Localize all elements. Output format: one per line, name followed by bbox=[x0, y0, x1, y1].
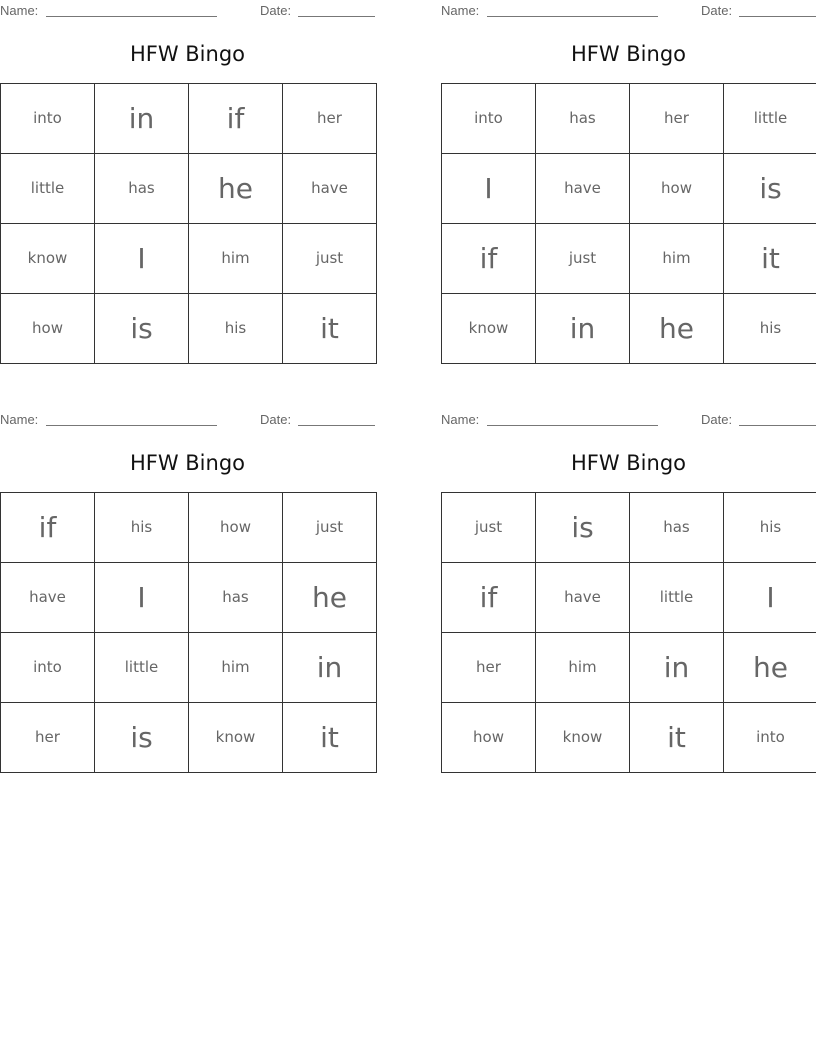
bingo-cell: into bbox=[724, 703, 816, 773]
bingo-cell: has bbox=[189, 563, 283, 633]
bingo-grid bbox=[441, 492, 816, 773]
bingo-cell: he bbox=[724, 633, 816, 703]
bingo-cell: little bbox=[630, 563, 724, 633]
bingo-cell: just bbox=[283, 493, 377, 563]
bingo-cell: have bbox=[283, 154, 377, 224]
card-title: HFW Bingo bbox=[570, 451, 687, 475]
bingo-cell: his bbox=[189, 294, 283, 364]
bingo-cell: in bbox=[283, 633, 377, 703]
bingo-cell: how bbox=[189, 493, 283, 563]
bingo-cell: I bbox=[95, 224, 189, 294]
bingo-cell: little bbox=[724, 84, 816, 154]
bingo-grid bbox=[0, 83, 377, 364]
bingo-cell: in bbox=[630, 633, 724, 703]
name-field[interactable] bbox=[46, 412, 217, 426]
bingo-cell: if bbox=[189, 84, 283, 154]
bingo-cell: just bbox=[536, 224, 630, 294]
bingo-grid bbox=[441, 83, 816, 364]
header-fields bbox=[441, 412, 816, 428]
bingo-cell: have bbox=[1, 563, 95, 633]
bingo-cell: it bbox=[724, 224, 816, 294]
bingo-card-4 bbox=[441, 409, 816, 779]
name-field[interactable] bbox=[487, 412, 658, 426]
bingo-cell: his bbox=[724, 493, 816, 563]
bingo-cell: little bbox=[1, 154, 95, 224]
header-fields bbox=[0, 412, 375, 428]
bingo-cell: know bbox=[536, 703, 630, 773]
date-label: Date: bbox=[701, 3, 733, 18]
name-label: Name: bbox=[0, 3, 39, 18]
bingo-cell: him bbox=[630, 224, 724, 294]
bingo-cell: his bbox=[724, 294, 816, 364]
bingo-cell: has bbox=[630, 493, 724, 563]
bingo-cell: her bbox=[630, 84, 724, 154]
bingo-cell: little bbox=[95, 633, 189, 703]
bingo-cell: is bbox=[536, 493, 630, 563]
bingo-cell: how bbox=[630, 154, 724, 224]
bingo-cell: him bbox=[536, 633, 630, 703]
name-field[interactable] bbox=[46, 3, 217, 17]
date-field[interactable] bbox=[298, 412, 375, 426]
date-field[interactable] bbox=[739, 412, 816, 426]
bingo-cell: is bbox=[95, 294, 189, 364]
date-field[interactable] bbox=[298, 3, 375, 17]
name-label: Name: bbox=[441, 3, 480, 18]
bingo-cell: her bbox=[442, 633, 536, 703]
bingo-cell: he bbox=[189, 154, 283, 224]
bingo-cell: him bbox=[189, 224, 283, 294]
name-label: Name: bbox=[0, 412, 39, 427]
header-fields bbox=[0, 3, 375, 19]
bingo-cell: have bbox=[536, 563, 630, 633]
name-field[interactable] bbox=[487, 3, 658, 17]
bingo-card-3 bbox=[0, 409, 375, 779]
date-label: Date: bbox=[701, 412, 733, 427]
bingo-cell: if bbox=[442, 224, 536, 294]
bingo-cell: he bbox=[630, 294, 724, 364]
bingo-cell: know bbox=[189, 703, 283, 773]
bingo-cell: in bbox=[536, 294, 630, 364]
bingo-cell: if bbox=[442, 563, 536, 633]
bingo-cell: his bbox=[95, 493, 189, 563]
bingo-cell: how bbox=[1, 294, 95, 364]
card-title: HFW Bingo bbox=[129, 451, 246, 475]
bingo-cell: how bbox=[442, 703, 536, 773]
date-field[interactable] bbox=[739, 3, 816, 17]
bingo-cell: it bbox=[630, 703, 724, 773]
bingo-cell: have bbox=[536, 154, 630, 224]
bingo-cell: I bbox=[724, 563, 816, 633]
bingo-cell: her bbox=[283, 84, 377, 154]
bingo-cell: I bbox=[95, 563, 189, 633]
bingo-grid bbox=[0, 492, 377, 773]
bingo-cell: if bbox=[1, 493, 95, 563]
card-title: HFW Bingo bbox=[570, 42, 687, 66]
date-label: Date: bbox=[260, 3, 292, 18]
header-fields bbox=[441, 3, 816, 19]
bingo-cell: in bbox=[95, 84, 189, 154]
bingo-cell: has bbox=[536, 84, 630, 154]
bingo-cell: him bbox=[189, 633, 283, 703]
bingo-cell: know bbox=[1, 224, 95, 294]
bingo-cell: is bbox=[95, 703, 189, 773]
bingo-cell: her bbox=[1, 703, 95, 773]
bingo-cell: into bbox=[442, 84, 536, 154]
bingo-cell: into bbox=[1, 633, 95, 703]
bingo-cell: he bbox=[283, 563, 377, 633]
bingo-card-1 bbox=[0, 0, 375, 370]
bingo-cell: know bbox=[442, 294, 536, 364]
bingo-cell: is bbox=[724, 154, 816, 224]
bingo-cell: it bbox=[283, 294, 377, 364]
card-title: HFW Bingo bbox=[129, 42, 246, 66]
bingo-cell: into bbox=[1, 84, 95, 154]
date-label: Date: bbox=[260, 412, 292, 427]
bingo-cell: it bbox=[283, 703, 377, 773]
bingo-cell: has bbox=[95, 154, 189, 224]
bingo-cell: I bbox=[442, 154, 536, 224]
bingo-card-2 bbox=[441, 0, 816, 370]
bingo-cell: just bbox=[442, 493, 536, 563]
name-label: Name: bbox=[441, 412, 480, 427]
bingo-cell: just bbox=[283, 224, 377, 294]
